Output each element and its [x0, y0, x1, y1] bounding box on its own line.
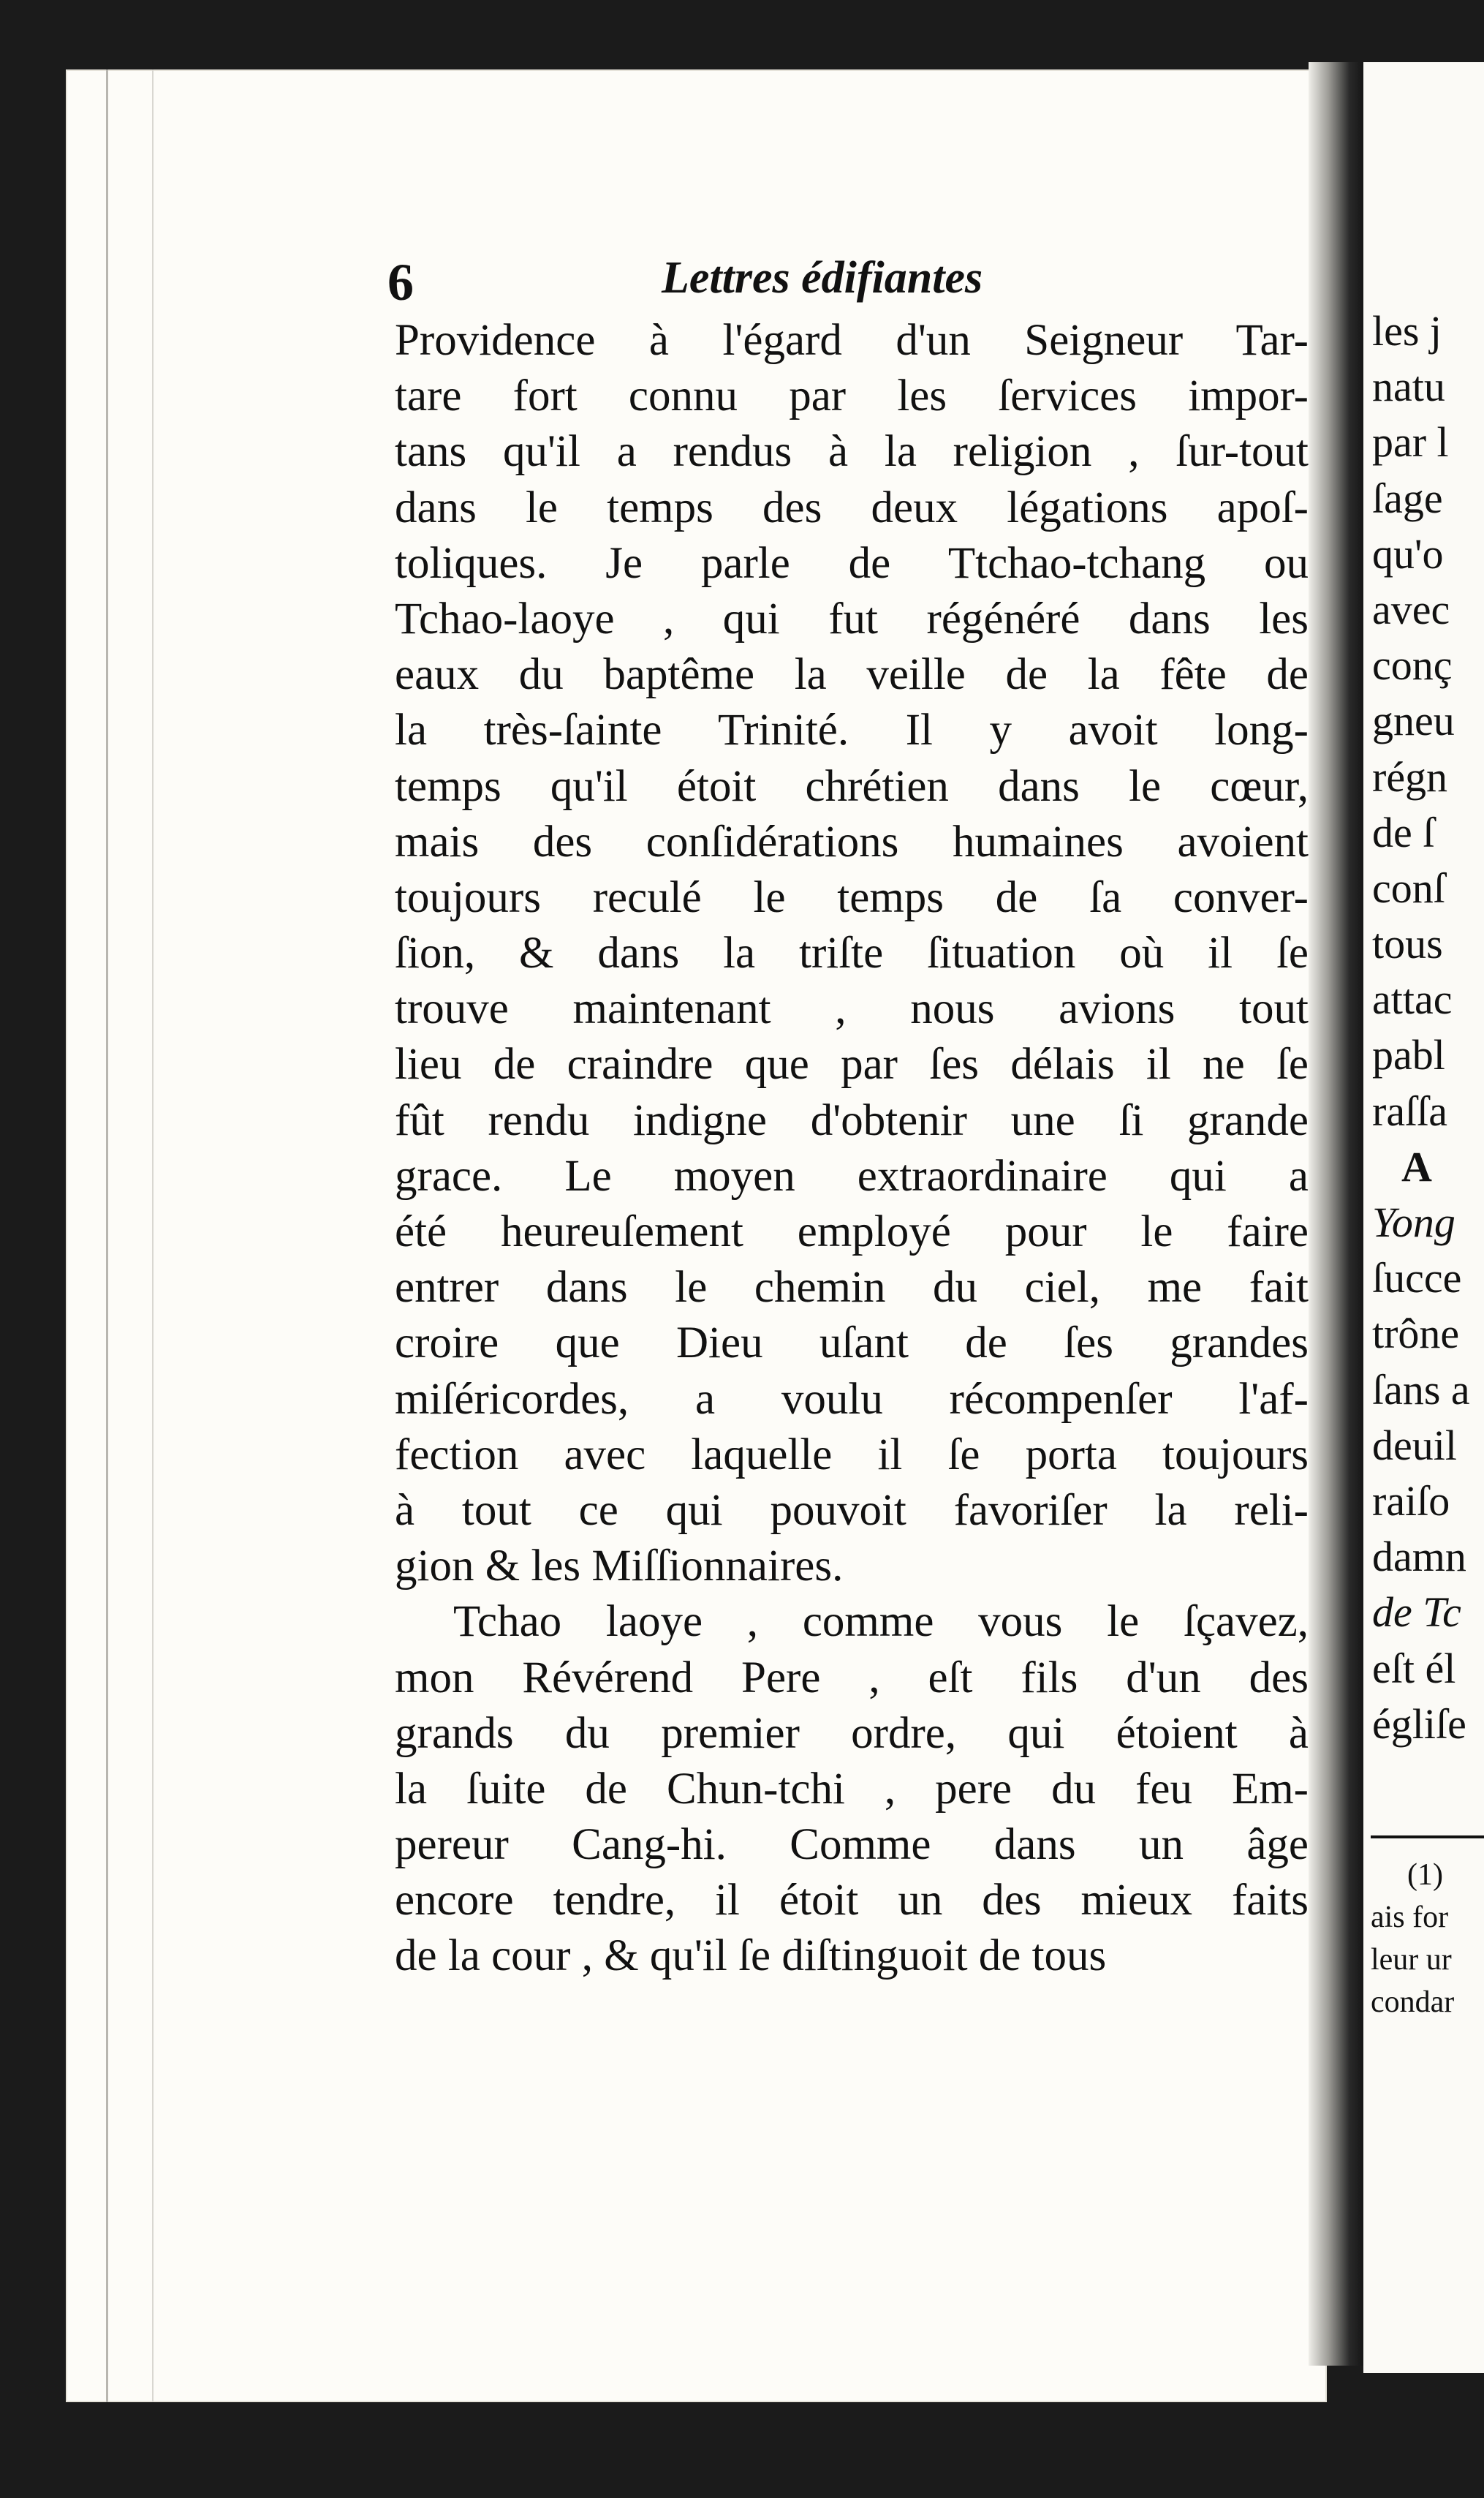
running-title: Lettres édifiantes: [662, 253, 983, 303]
text-line: pereur Cang-hi. Comme dans un âge: [395, 1820, 1309, 1870]
binding-edge: [106, 69, 154, 2402]
facing-page-line: ſans a: [1372, 1365, 1470, 1414]
text-line: tans qu'il a rendus à la religion , ſur-tout: [395, 427, 1309, 477]
text-line: à tout ce qui pouvoit favoriſer la reli-: [395, 1485, 1309, 1535]
facing-page-line: les j: [1372, 307, 1442, 355]
text-line: gion & les Miſſionnaires.: [395, 1542, 844, 1591]
facing-page-line: A: [1401, 1142, 1432, 1190]
facing-page-line: conſ: [1372, 864, 1445, 912]
facing-page-line: raſſa: [1372, 1087, 1448, 1135]
facing-page: [1363, 62, 1484, 2373]
facing-page-line: par l: [1372, 418, 1449, 467]
text-line: Providence à l'égard d'un Seigneur Tar-: [395, 316, 1309, 365]
facing-page-line: ſucce: [1372, 1254, 1462, 1302]
footnote-rule: [1371, 1835, 1484, 1838]
text-line: tare fort connu par les ſervices impor-: [395, 371, 1309, 421]
facing-page-line: trône: [1372, 1310, 1460, 1358]
text-line: la très-ſainte Trinité. Il y avoit long-: [395, 706, 1309, 755]
facing-page-note-line: condar: [1371, 1985, 1455, 2019]
text-line: Tchao-laoye , qui fut régénéré dans les: [395, 594, 1309, 644]
text-line: la ſuite de Chun-tchi , pere du feu Em-: [395, 1764, 1309, 1814]
text-line: encore tendre, il étoit un des mieux faits: [395, 1876, 1309, 1925]
facing-page-text: [1372, 303, 1484, 1752]
facing-page-line: avec: [1372, 585, 1450, 633]
text-line: mon Révérend Pere , eſt fils d'un des: [395, 1653, 1309, 1702]
facing-page-line: égliſe: [1372, 1699, 1466, 1748]
facing-page-line: régn: [1372, 752, 1448, 801]
facing-page-notes: [1371, 1854, 1484, 2023]
text-line: trouve maintenant , nous avions tout: [395, 984, 1309, 1034]
text-line: entrer dans le chemin du ciel, me fait: [395, 1263, 1309, 1313]
text-line: fection avec laquelle il ſe porta toujours: [395, 1430, 1309, 1479]
text-line: toliques. Je parle de Ttchao-tchang ou: [395, 538, 1309, 588]
facing-page-line: pabl: [1372, 1031, 1445, 1079]
facing-page-line: Yong: [1372, 1199, 1455, 1246]
book-gutter: [1309, 62, 1367, 2366]
text-line: fût rendu indigne d'obtenir une ſi grande: [395, 1095, 1309, 1145]
facing-page-line: eſt él: [1372, 1644, 1456, 1692]
text-line: grands du premier ordre, qui étoient à: [395, 1708, 1309, 1758]
text-line: Tchao laoye , comme vous le ſçavez,: [453, 1597, 1309, 1647]
facing-page-note-line: ais for: [1371, 1901, 1449, 1934]
facing-page-line: de Tc: [1372, 1588, 1461, 1637]
facing-page-line: damn: [1372, 1533, 1466, 1581]
facing-page-line: ſage: [1372, 474, 1443, 522]
text-line: lieu de craindre que par ſes délais il ne ſe: [395, 1040, 1309, 1090]
text-line: miſéricordes, a voulu récompenſer l'af-: [395, 1374, 1309, 1424]
facing-page-line: de ſ: [1372, 808, 1435, 856]
text-line: temps qu'il étoit chrétien dans le cœur,: [395, 761, 1309, 811]
body-text: [395, 313, 1309, 1985]
facing-page-line: raiſo: [1372, 1476, 1450, 1525]
facing-page-note-line: leur ur: [1371, 1943, 1452, 1977]
text-line: eaux du baptême la veille de la fête de: [395, 650, 1309, 700]
text-line: mais des conſidérations humaines avoient: [395, 817, 1309, 867]
text-line: de la cour , & qu'il ſe diſtinguoit de tous: [395, 1931, 1107, 1981]
text-line: croire que Dieu uſant de ſes grandes: [395, 1318, 1309, 1368]
facing-page-line: gneu: [1372, 697, 1455, 745]
page-number: 6: [387, 253, 414, 312]
facing-page-note-line: (1): [1407, 1858, 1443, 1892]
facing-page-line: attac: [1372, 976, 1453, 1024]
text-line: dans le temps des deux légations apoſ-: [395, 483, 1309, 532]
facing-page-line: deuil: [1372, 1421, 1457, 1469]
text-line: été heureuſement employé pour le faire: [395, 1207, 1309, 1256]
text-line: ſion, & dans la triſte ſituation où il ſe: [395, 929, 1309, 978]
facing-page-line: natu: [1372, 363, 1445, 411]
facing-page-line: tous: [1372, 920, 1443, 968]
facing-page-line: qu'o: [1372, 529, 1444, 578]
text-line: toujours reculé le temps de ſa conver-: [395, 872, 1309, 922]
facing-page-line: conç: [1372, 641, 1453, 690]
text-line: grace. Le moyen extraordinaire qui a: [395, 1151, 1309, 1201]
